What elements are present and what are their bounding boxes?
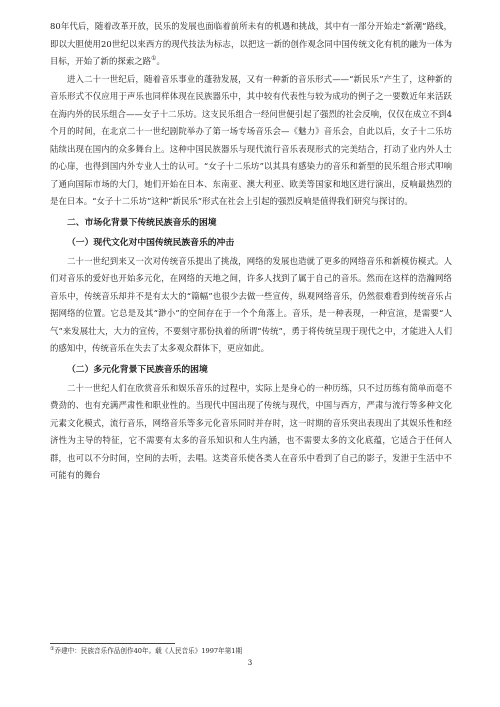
paragraph-new-wave [50, 18, 452, 71]
footnote-divider [50, 643, 175, 644]
paragraph-text-tail: 。 [156, 56, 165, 66]
footnote-reference[interactable]: ① [151, 55, 157, 63]
page-number: 3 [247, 659, 253, 667]
paragraph-network-music: 二十一世纪到来又一次对传统音乐提出了挑战，网络的发展也造就了更多的网络音乐和新模仿模式。人们对音乐的爱好也开始多元化，在网络的天地之间，许多人找到了属于自己的音乐。然而在这样的浩瀚网络音乐中，传统音乐却并不是有太大的“篇幅”也很少去做一些宣传，纵观网络音乐，仍然很难看到传统音乐占据网络的位置。它总是及其“渺小”的空间存在于一个个角落上。音乐，是一种表现，一种宣渲，是需要“人气”来发展壮大，大力的宣传，不要刻守那份执着的所谓“传统”，勇于将传统呈现于现代之中，才能进入人们的感知中，传统音乐在失去了太多观众群体下，更应如此。 [50, 255, 452, 353]
subsection-heading-2: （二）多元化背景下民族音乐的困境 [67, 364, 208, 375]
section-heading: 二、市场化背景下传统民族音乐的困境 [67, 217, 217, 228]
paragraph-diversified-music: 二十一世纪人们在欣赏音乐和娱乐音乐的过程中，实际上是身心的一种历练，只不过历练有简单而毫不费劲的、也有充满严肃性和职业性的。当现代中国出现了传统与现代，中国与西方，严肃与流行等多种文化元素文化模式，流行音乐，网络音乐等多元化音乐同时并存时，这一时期的音乐突出表现出了其娱乐性和经济性为主导的特征，它不需要有太多的音乐知识和人生内涵，也不需要太多的文化底蕴，它适合于任何人群，也可以不分时间，空间的去听，去唱。这类音乐使各类人在音乐中看到了自己的影子，发泄于生活中不可能有的舞台 [50, 382, 452, 480]
footnote [50, 646, 452, 656]
footnote-mark: ① [50, 645, 55, 652]
body-content [50, 18, 452, 485]
paragraph-text: 80年代后，随着改革开放，民乐的发展也面临着前所未有的机遇和挑战，其中有一部分开始走“新潮”路线，即以大胆使用20世纪以来西方的现代技法为标志，以把这一新的创作观念同中国传统文化有机的融为一体为目标，开始了新的探索之路 [50, 21, 452, 66]
footnote-text: 乔建中：民族音乐作品创作40年。载《人民音乐》1997年第1期 [54, 647, 243, 655]
paragraph-new-folk-music: 进入二十一世纪后，随着音乐事业的蓬勃发展，又有一种新的音乐形式——“新民乐”产生了，这种新的音乐形式不仅应用于声乐也同样体现在民族器乐中，其中较有代表性与较为成功的例子之一要数近年来活跃在海内外的民乐组合——女子十二乐坊。这支民乐组合一经问世便引起了强烈的社会反响，仅仅在成立不到4个月的时间，在北京二十一世纪剧院举办了第一场专场音乐会—《魅力》音乐会，自此以后，女子十二乐坊陆续出现在国内的众多舞台上。这种中国民族器乐与现代流行音乐表现形式的完美结合，打动了业内外人士的心扉，也得到国内外专业人士的认可。“女子十二乐坊”以其具有感染力的音乐和新型的民乐组合形式叩响了通向国际市场的大门，她们开始在日本、东南亚、澳大利亚、欧美等国家和地区进行演出，反响最热烈的是在日本。“女子十二乐坊”这种“新民乐”形式在社会上引起的强烈反响是值得我们研究与探讨的。 [50, 73, 452, 206]
subsection-heading-1: （一）现代文化对中国传统民族音乐的冲击 [67, 237, 235, 248]
